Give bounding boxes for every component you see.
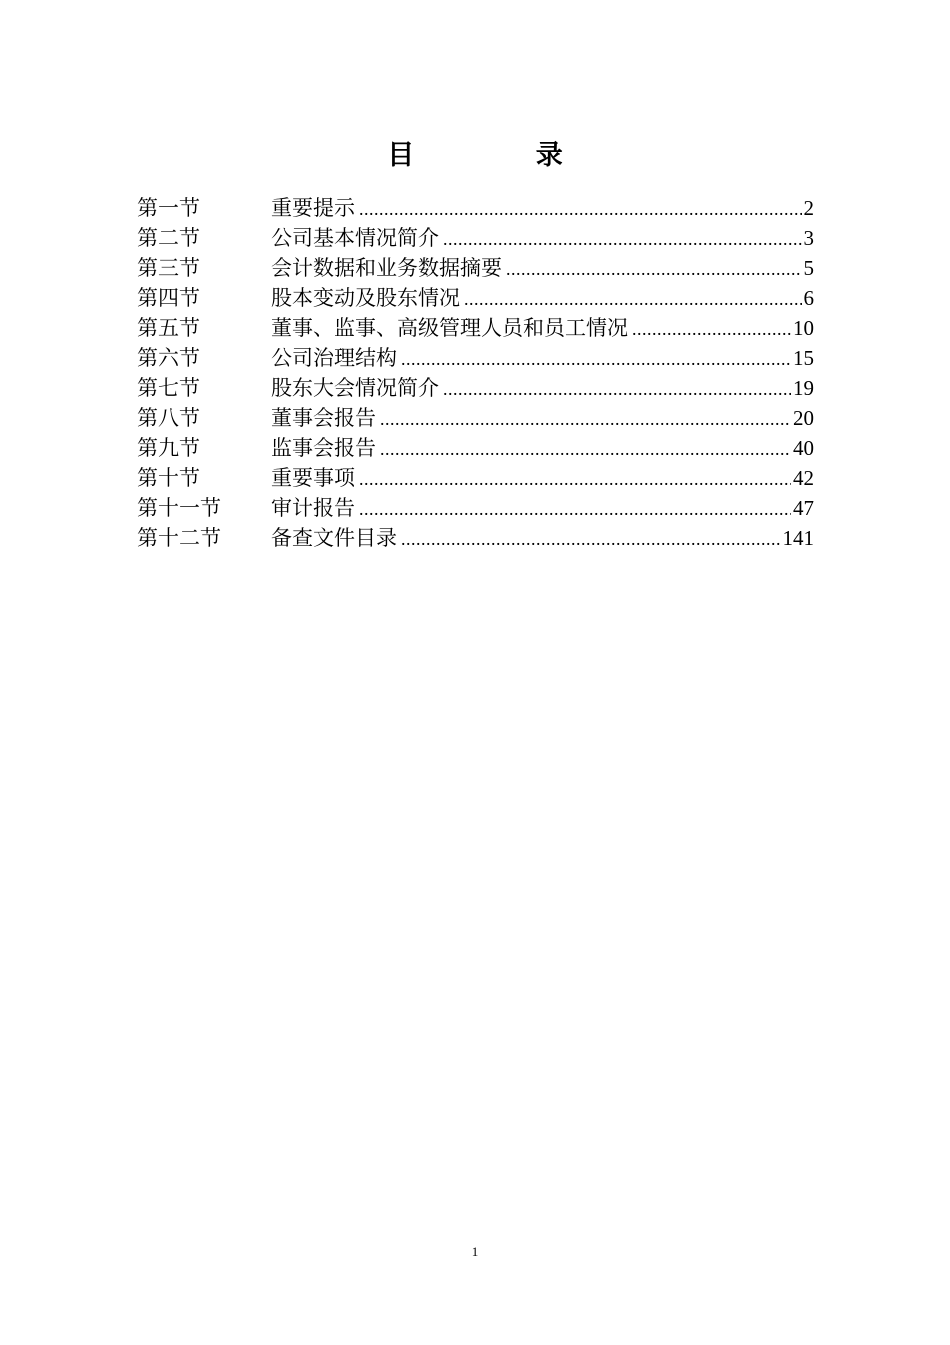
toc-entry-title: 董事、监事、高级管理人员和员工情况 <box>271 316 628 340</box>
dot-leader <box>380 404 791 434</box>
dot-leader <box>359 494 791 524</box>
toc-row <box>137 523 814 553</box>
toc-section-label: 第二节 <box>137 226 200 250</box>
toc-page-number: 5 <box>803 256 814 280</box>
toc-page-number: 15 <box>793 346 814 370</box>
toc-entry-title: 股本变动及股东情况 <box>271 286 460 310</box>
toc-row <box>137 343 814 373</box>
toc-row <box>137 403 814 433</box>
dot-leader <box>359 464 791 494</box>
toc-page-number: 42 <box>793 466 814 490</box>
toc-entry-title: 重要提示 <box>271 196 355 220</box>
toc-entry-title: 重要事项 <box>271 466 355 490</box>
dot-leader <box>443 224 802 254</box>
toc-section-label: 第八节 <box>137 406 200 430</box>
toc-section-label: 第五节 <box>137 316 200 340</box>
toc-row <box>137 433 814 463</box>
toc-section-label: 第十二节 <box>137 526 221 550</box>
toc-entry-title: 公司治理结构 <box>271 346 397 370</box>
dot-leader <box>401 524 781 554</box>
toc-page-number: 10 <box>793 316 814 340</box>
toc-section-label: 第十一节 <box>137 496 221 520</box>
toc-row <box>137 463 814 493</box>
dot-leader <box>632 314 791 344</box>
toc-entry-title: 股东大会情况简介 <box>271 376 439 400</box>
toc-section-label: 第四节 <box>137 286 200 310</box>
dot-leader <box>359 194 802 224</box>
dot-leader <box>443 374 791 404</box>
toc-row <box>137 313 814 343</box>
toc-section-label: 第三节 <box>137 256 200 280</box>
page-title: 目 录 <box>387 140 619 171</box>
table-of-contents <box>137 193 814 553</box>
dot-leader <box>380 434 791 464</box>
dot-leader <box>464 284 802 314</box>
toc-page-number: 141 <box>782 526 814 550</box>
toc-page-number: 40 <box>793 436 814 460</box>
toc-row <box>137 223 814 253</box>
toc-entry-title: 会计数据和业务数据摘要 <box>271 256 502 280</box>
toc-page-number: 19 <box>793 376 814 400</box>
toc-row <box>137 373 814 403</box>
toc-entry-title: 监事会报告 <box>271 436 376 460</box>
toc-row <box>137 283 814 313</box>
toc-section-label: 第十节 <box>137 466 200 490</box>
toc-section-label: 第一节 <box>137 196 200 220</box>
toc-page-number: 3 <box>803 226 814 250</box>
toc-entry-title: 备查文件目录 <box>271 526 397 550</box>
toc-page-number: 47 <box>793 496 814 520</box>
page-number: 1 <box>471 1244 479 1259</box>
toc-row <box>137 493 814 523</box>
toc-entry-title: 公司基本情况简介 <box>271 226 439 250</box>
toc-row <box>137 253 814 283</box>
toc-page-number: 6 <box>803 286 814 310</box>
toc-row <box>137 193 814 223</box>
toc-page-number: 20 <box>793 406 814 430</box>
toc-section-label: 第七节 <box>137 376 200 400</box>
dot-leader <box>401 344 791 374</box>
toc-section-label: 第六节 <box>137 346 200 370</box>
toc-section-label: 第九节 <box>137 436 200 460</box>
toc-entry-title: 审计报告 <box>271 496 355 520</box>
toc-page-number: 2 <box>803 196 814 220</box>
dot-leader <box>506 254 802 284</box>
toc-entry-title: 董事会报告 <box>271 406 376 430</box>
